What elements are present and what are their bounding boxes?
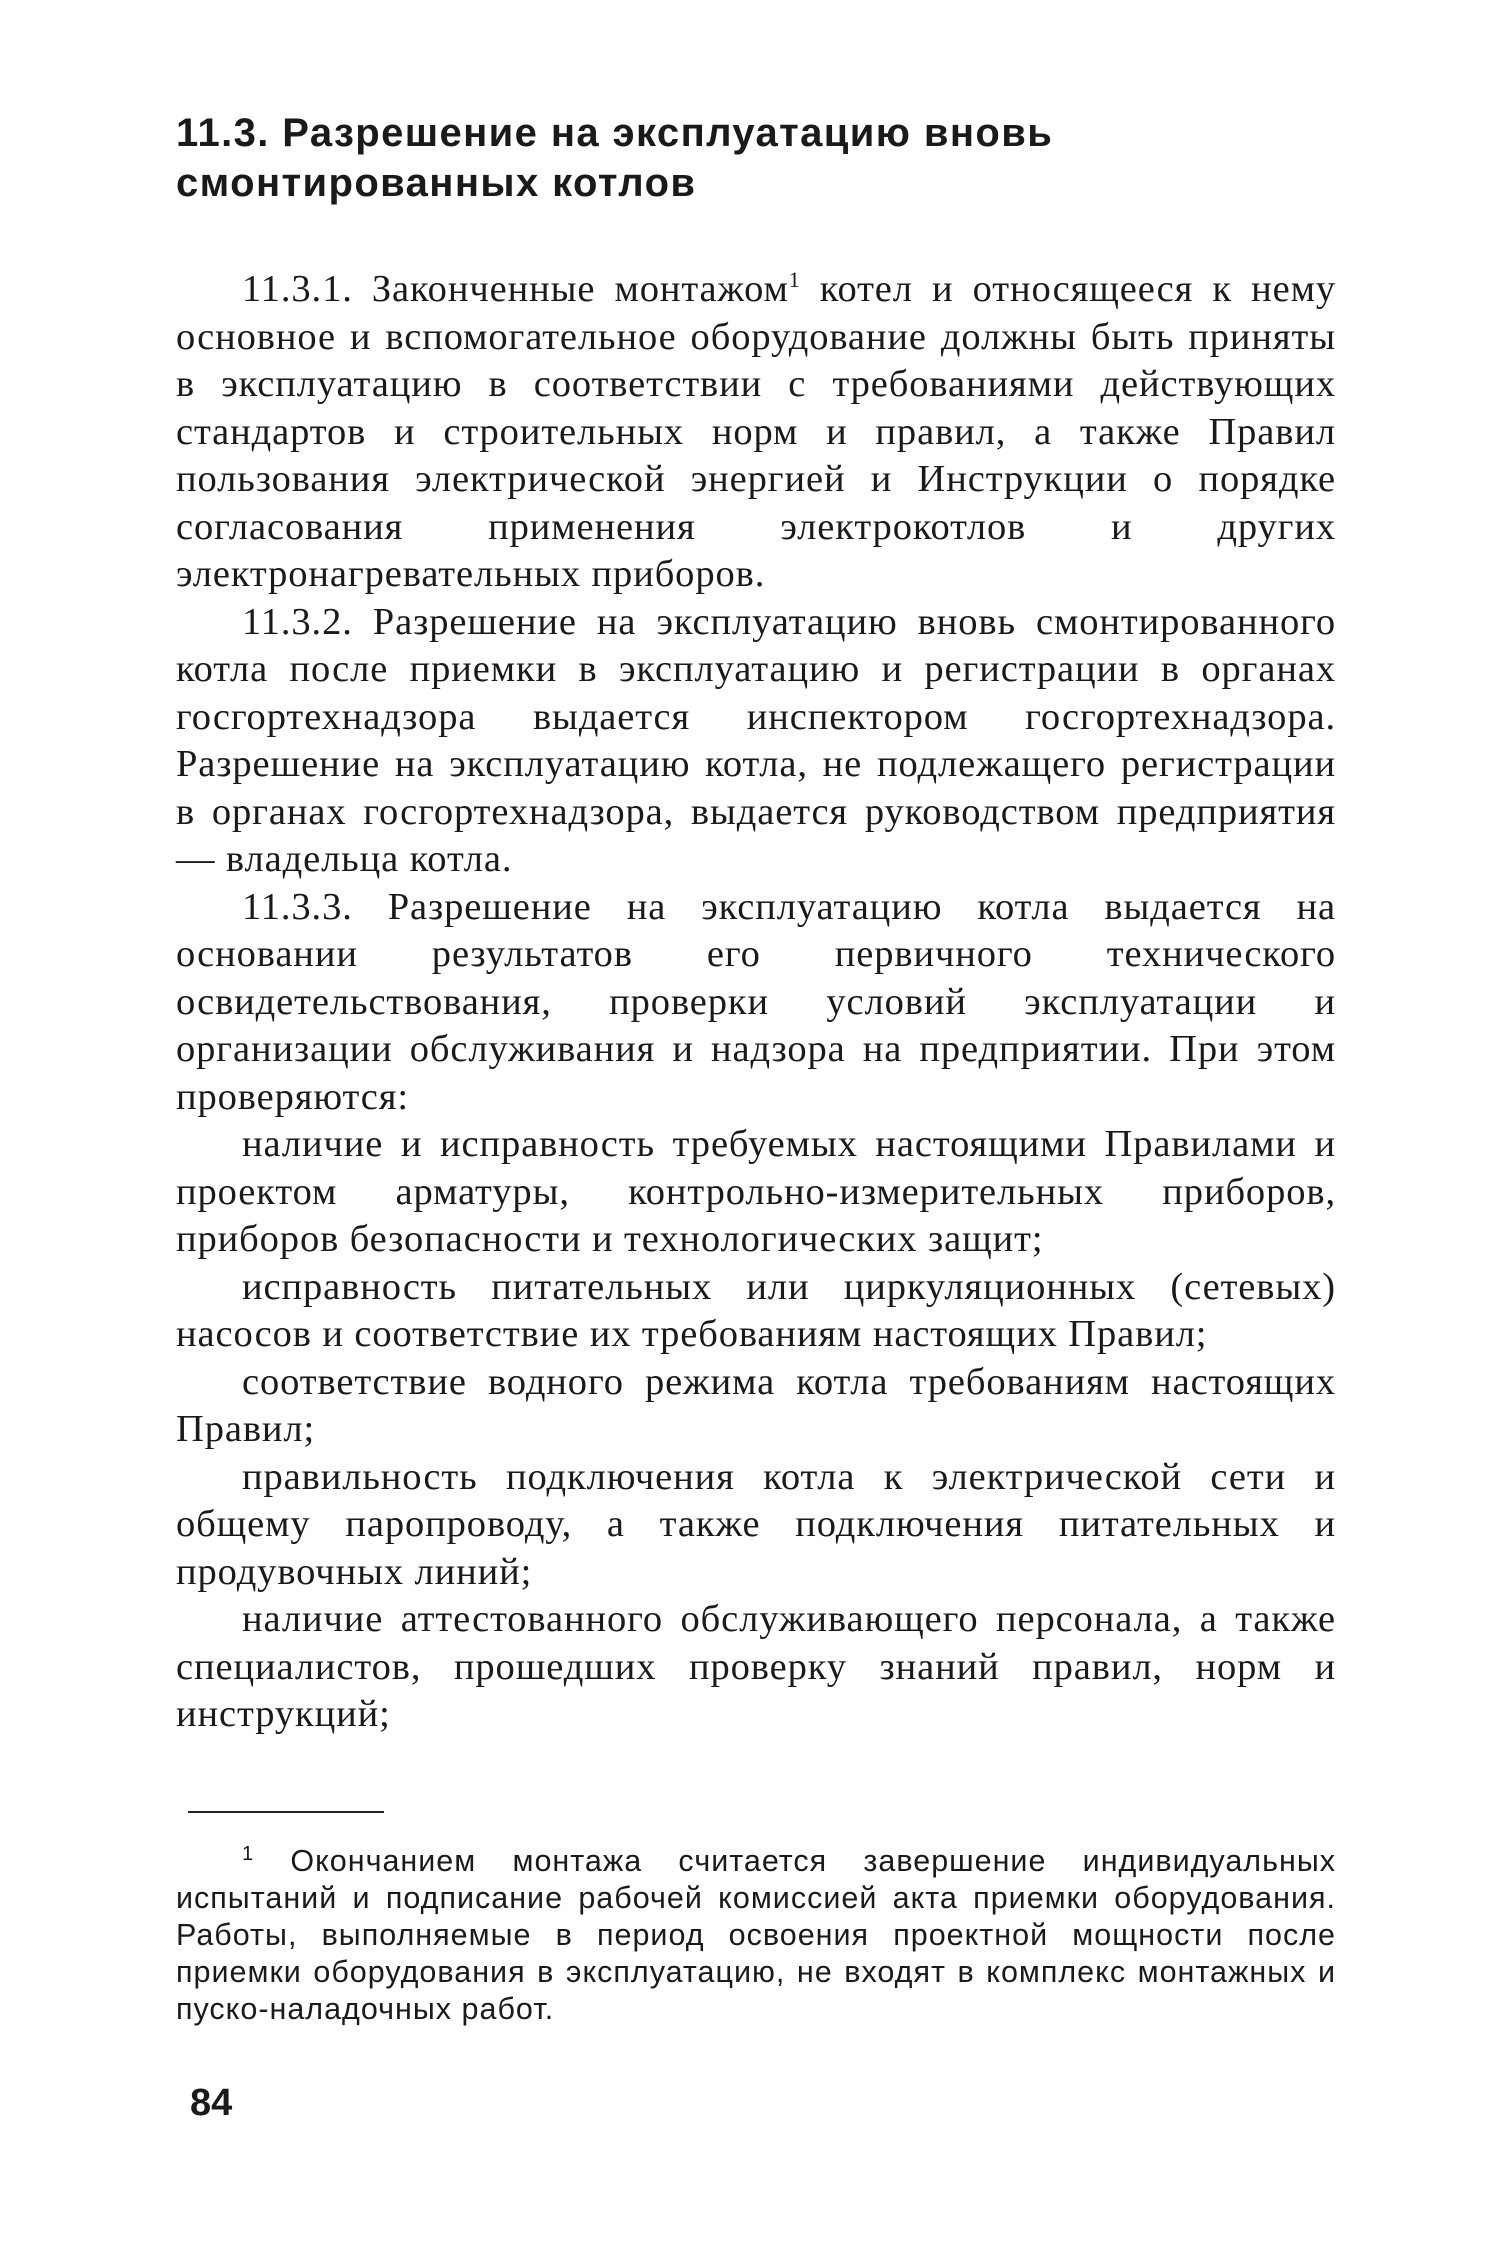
list-item: соответствие водного режима котла требованиям настоящих Правил; — [176, 1360, 1336, 1450]
footnote-reference[interactable]: 1 — [788, 267, 801, 293]
footnote-mark: 1 — [242, 1842, 255, 1865]
footnote-text: Окончанием монтажа считается завершение индивидуальных испытаний и подписание рабочей комиссией акта приемки оборудования. Работы, выполняемые в период освоения проектной мощности после приемки оборудования в эксплуатацию, не входят в комплекс монтажных и пуско-наладочных работ. — [176, 1843, 1336, 2026]
footnote — [176, 1843, 1336, 2028]
page-number: 84 — [190, 2082, 233, 2124]
list-item: наличие и исправность требуемых настоящими Правилами и проектом арматуры, контрольно-измерительных приборов, приборов безопасности и технологических защит; — [176, 1123, 1336, 1260]
list-item: правильность подключения котла к электрической сети и общему паропроводу, а также подключения питательных и продувочных линий; — [176, 1455, 1336, 1593]
page-content — [176, 108, 1336, 2028]
paragraph-11-3-3: 11.3.3. Разрешение на эксплуатацию котла выдается на основании результатов его первичного технического освидетельствования, проверки условий эксплуатации и организации обслуживания и надзора на предприятии. При этом проверяются: — [176, 885, 1336, 1118]
list-item: наличие аттестованного обслуживающего персонала, а также специалистов, прошедших проверку знаний правил, норм и инструкций; — [176, 1598, 1336, 1735]
paragraph-11-3-1-lead: 11.3.1. Законченные монтажом — [242, 268, 789, 310]
footnote-divider — [188, 1811, 384, 1813]
paragraph-11-3-1 — [176, 266, 1336, 599]
paragraph-11-3-2: 11.3.2. Разрешение на эксплуатацию вновь смонтированного котла после приемки в эксплуатацию и регистрации в органах госгортехнадзора выдается инспектором госгортехнадзора. Разрешение на эксплуатацию котла, не подлежащего регистрации в органах госгортехнадзора, выдается руководством предприятия — владельца котла. — [176, 600, 1336, 880]
list-item: исправность питательных или циркуляционных (сетевых) насосов и соответствие их требованиям настоящих Правил; — [176, 1265, 1336, 1355]
section-heading: 11.3. Разрешение на эксплуатацию вновь смонтированных котлов — [176, 111, 1054, 205]
paragraph-11-3-1-text: котел и относящееся к нему основное и вспомогательное оборудование должны быть приняты в эксплуатацию в соответствии с требованиями действующих стандартов и строительных норм и правил, а также Правил пользования электрической энергией и Инструкции о порядке согласования применения электрокотлов и других электронагревательных приборов. — [176, 268, 1336, 595]
